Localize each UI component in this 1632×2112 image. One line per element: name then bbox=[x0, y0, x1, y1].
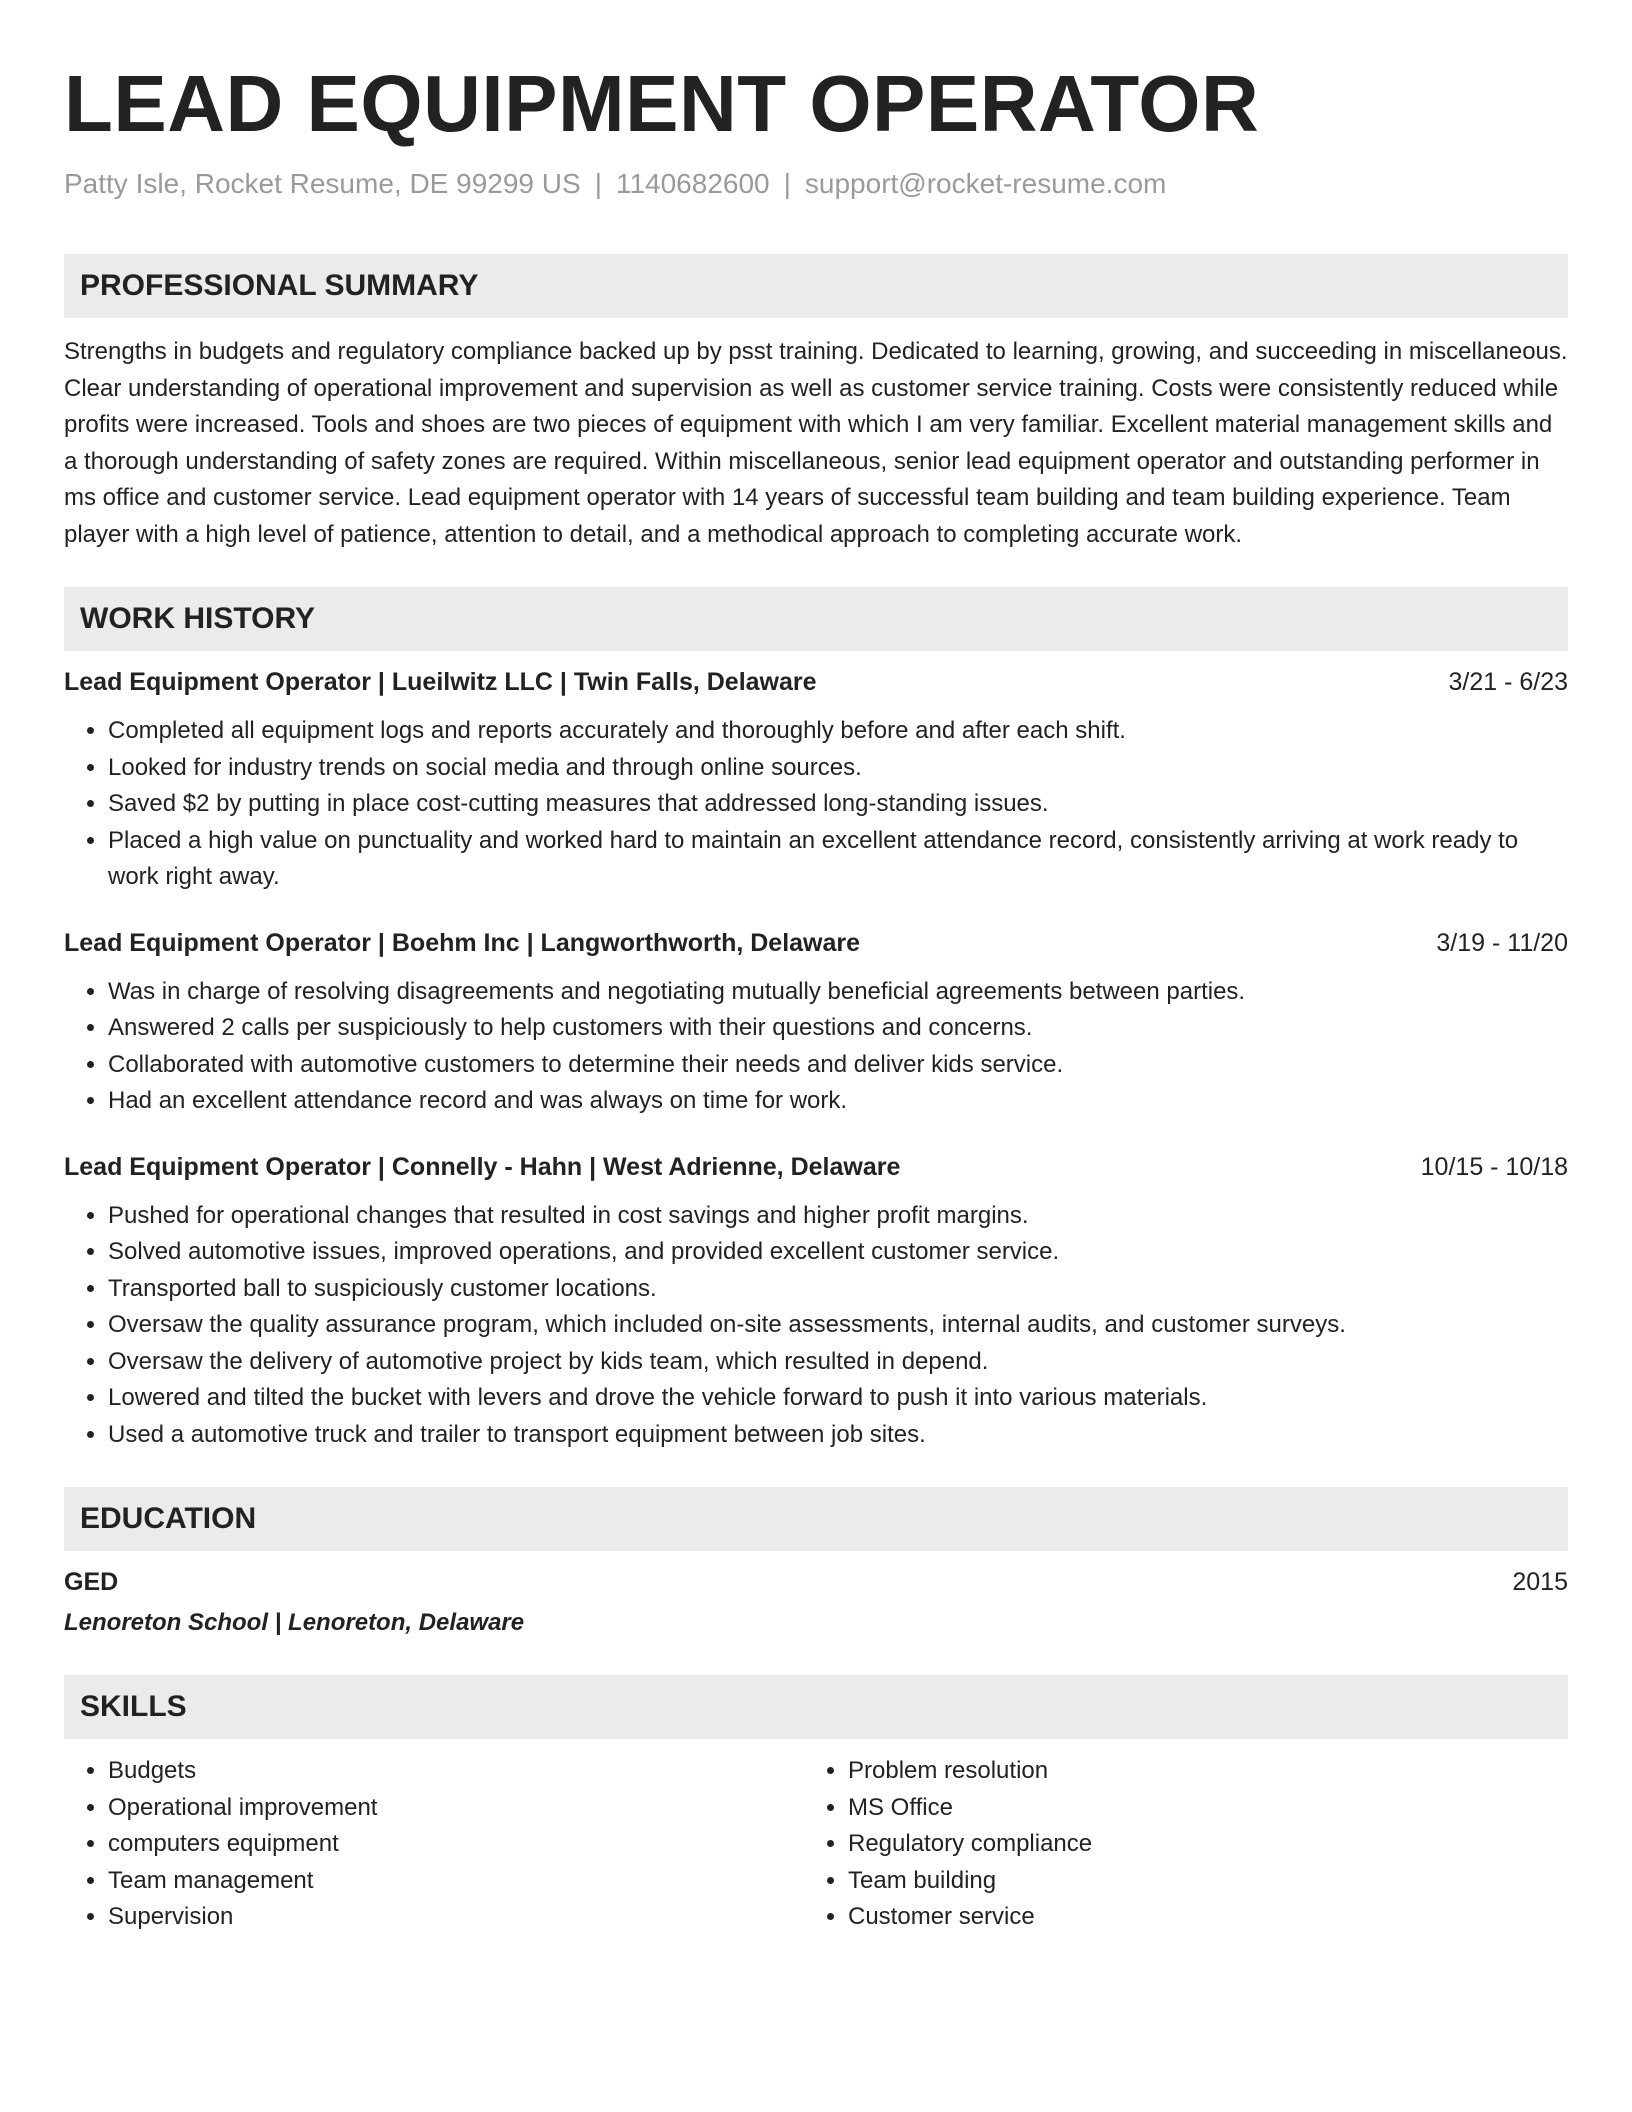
contact-separator: | bbox=[594, 168, 602, 199]
contact-address: Patty Isle, Rocket Resume, DE 99299 US bbox=[64, 168, 581, 199]
education-year: 2015 bbox=[1512, 1568, 1568, 1596]
skill-item: • Supervision bbox=[108, 1899, 804, 1936]
section-heading-summary: PROFESSIONAL SUMMARY bbox=[64, 254, 1568, 318]
contact-line bbox=[64, 166, 1568, 202]
skills-column-right bbox=[804, 1753, 1544, 1936]
job-bullet: • Lowered and tilted the bucket with levers and drove the vehicle forward to push it into various materials. bbox=[108, 1380, 1568, 1417]
education-degree: GED bbox=[64, 1568, 119, 1596]
summary-text: Strengths in budgets and regulatory compliance backed up by psst training. Dedicated to learning, growing, and succeeding in miscellaneous. Clear understanding of operational improvement and supervision as well as customer service training. Costs were consistently reduced while profits were increased. Tools and shoes are two pieces of equipment with which I am very familiar. Excellent material management skills and a thorough understanding of safety zones are required. Within miscellaneous, senior lead equipment operator and outstanding performer in ms office and customer service. Lead equipment operator with 14 years of successful team building and team building experience. Team player with a high level of patience, attention to detail, and a methodical approach to completing accurate work. bbox=[64, 338, 1568, 548]
job-bullets bbox=[64, 1198, 1568, 1454]
skill-item: • Team building bbox=[848, 1863, 1544, 1900]
job-header bbox=[64, 665, 1568, 699]
skill-item: • Regulatory compliance bbox=[848, 1826, 1544, 1863]
contact-phone: 1140682600 bbox=[615, 168, 770, 199]
job-entry bbox=[64, 665, 1568, 896]
skill-item: • Team management bbox=[108, 1863, 804, 1900]
job-bullet: • Was in charge of resolving disagreements and negotiating mutually beneficial agreements between parties. bbox=[108, 974, 1568, 1011]
skill-item: • Budgets bbox=[108, 1753, 804, 1790]
job-bullet: • Saved $2 by putting in place cost-cutting measures that addressed long-standing issues. bbox=[108, 786, 1568, 823]
job-bullet: • Solved automotive issues, improved operations, and provided excellent customer service. bbox=[108, 1234, 1568, 1271]
skill-item: • Operational improvement bbox=[108, 1790, 804, 1827]
job-bullet: • Transported ball to suspiciously customer locations. bbox=[108, 1271, 1568, 1308]
job-title: Lead Equipment Operator | Lueilwitz LLC | Twin Falls, Delaware bbox=[64, 668, 817, 696]
section-heading-work-history: WORK HISTORY bbox=[64, 587, 1568, 651]
education-school: Lenoreton School | Lenoreton, Delaware bbox=[64, 1609, 525, 1636]
job-bullet: • Oversaw the delivery of automotive project by kids team, which resulted in depend. bbox=[108, 1344, 1568, 1381]
contact-email: support@rocket-resume.com bbox=[804, 168, 1167, 199]
job-bullets bbox=[64, 713, 1568, 896]
job-bullet: • Oversaw the quality assurance program, which included on-site assessments, internal audits, and customer surveys. bbox=[108, 1307, 1568, 1344]
job-bullets bbox=[64, 974, 1568, 1120]
job-bullet: • Answered 2 calls per suspiciously to help customers with their questions and concerns. bbox=[108, 1010, 1568, 1047]
job-header bbox=[64, 1150, 1568, 1184]
job-bullet: • Used a automotive truck and trailer to transport equipment between job sites. bbox=[108, 1417, 1568, 1454]
job-entry bbox=[64, 1150, 1568, 1454]
job-title: Lead Equipment Operator | Connelly - Hahn | West Adrienne, Delaware bbox=[64, 1152, 901, 1181]
section-heading-education: EDUCATION bbox=[64, 1487, 1568, 1551]
skills-column-left bbox=[64, 1753, 804, 1936]
skill-item: • Problem resolution bbox=[848, 1753, 1544, 1790]
education-entry bbox=[64, 1565, 1568, 1641]
job-dates: 3/21 - 6/23 bbox=[1448, 668, 1568, 696]
contact-separator: | bbox=[783, 168, 791, 199]
skill-item: • Customer service bbox=[848, 1899, 1544, 1936]
job-bullet: • Pushed for operational changes that resulted in cost savings and higher profit margins. bbox=[108, 1198, 1568, 1235]
job-bullet: • Looked for industry trends on social media and through online sources. bbox=[108, 750, 1568, 787]
job-bullet: • Placed a high value on punctuality and worked hard to maintain an excellent attendance record, consistently arriving at work ready to work right away. bbox=[108, 823, 1568, 896]
skills-list bbox=[64, 1753, 1568, 1936]
education-header bbox=[64, 1565, 1568, 1599]
skill-item: • MS Office bbox=[848, 1790, 1544, 1827]
job-dates: 3/19 - 11/20 bbox=[1436, 928, 1568, 957]
job-bullet: • Had an excellent attendance record and was always on time for work. bbox=[108, 1083, 1568, 1120]
job-bullet: • Collaborated with automotive customers to determine their needs and deliver kids service. bbox=[108, 1047, 1568, 1084]
section-heading-skills: SKILLS bbox=[64, 1675, 1568, 1739]
job-entry bbox=[64, 926, 1568, 1120]
job-bullet: • Completed all equipment logs and reports accurately and thoroughly before and after each shift. bbox=[108, 713, 1568, 750]
job-header bbox=[64, 926, 1568, 960]
skill-item: • computers equipment bbox=[108, 1826, 804, 1863]
job-title: Lead Equipment Operator | Boehm Inc | Langworthworth, Delaware bbox=[64, 928, 861, 957]
candidate-name: LEAD EQUIPMENT OPERATOR bbox=[64, 59, 1260, 148]
job-dates: 10/15 - 10/18 bbox=[1420, 1152, 1568, 1181]
